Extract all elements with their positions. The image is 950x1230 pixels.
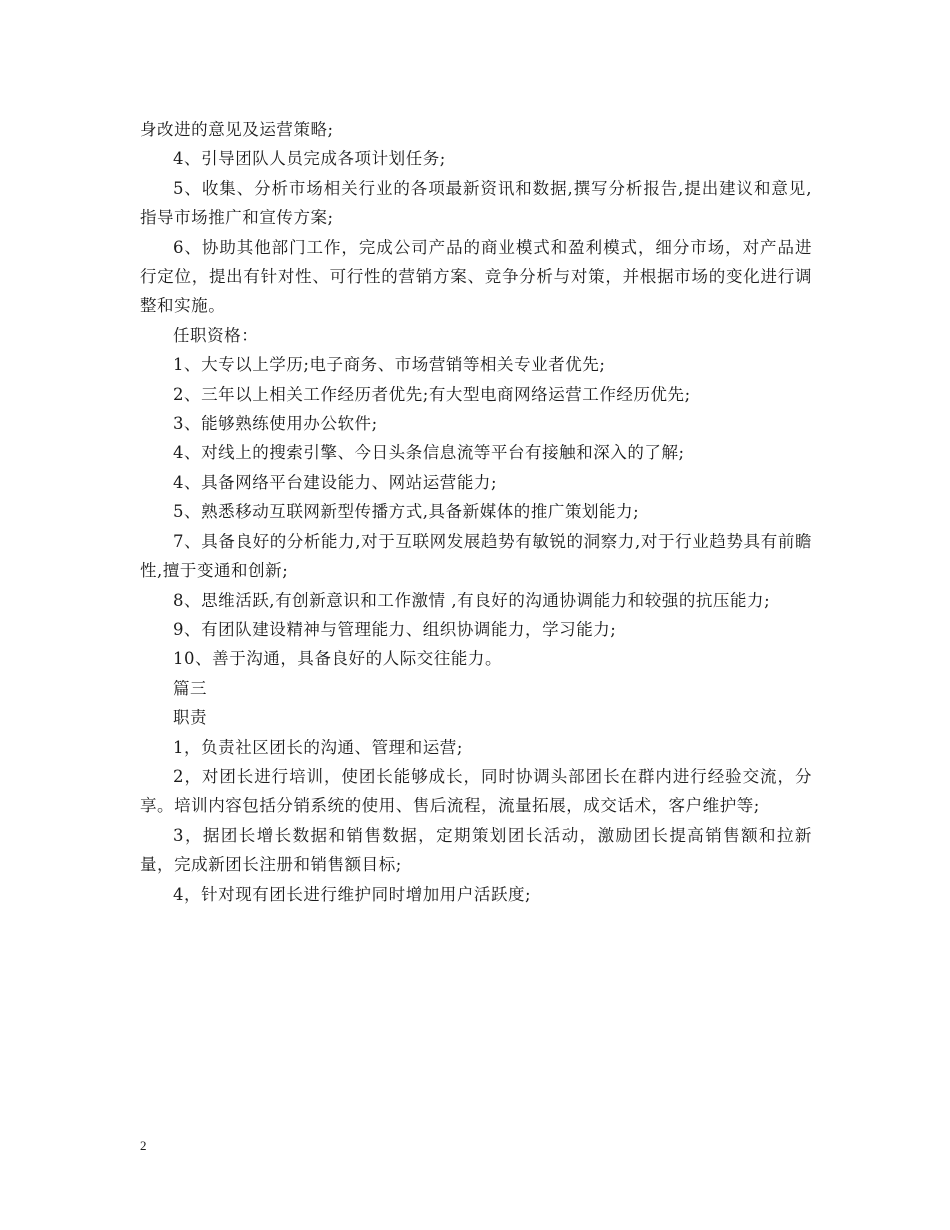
paragraph: 1、大专以上学历;电子商务、市场营销等相关专业者优先;: [173, 355, 606, 375]
paragraph: 7、具备良好的分析能力,对于互联网发展趋势有敏锐的洞察力,对于行业趋势具有前瞻性,擅于变通和创新;: [140, 531, 812, 581]
paragraph: 5、收集、分析市场相关行业的各项最新资讯和数据,撰写分析报告,提出建议和意见,指导市场推广和宣传方案;: [140, 178, 812, 228]
document-body: [140, 115, 812, 909]
paragraph: 2，对团长进行培训，使团长能够成长，同时协调头部团长在群内进行经验交流，分享。培训内容包括分销系统的使用、售后流程，流量拓展，成交话术，客户维护等;: [140, 766, 812, 816]
section-heading-part-three: 篇三: [173, 678, 208, 698]
paragraph: 4、具备网络平台建设能力、网站运营能力;: [173, 472, 498, 492]
paragraph: 9、有团队建设精神与管理能力、组织协调能力，学习能力;: [173, 619, 617, 639]
paragraph: 2、三年以上相关工作经历者优先;有大型电商网络运营工作经历优先;: [173, 384, 691, 404]
paragraph: 1，负责社区团长的沟通、管理和运营;: [173, 737, 463, 757]
section-heading-qualifications: 任职资格：: [173, 325, 259, 345]
paragraph-continuation: 身改进的意见及运营策略;: [140, 120, 334, 139]
paragraph: 3，据团长增长数据和销售数据，定期策划团长活动，激励团长提高销售额和拉新量，完成新团长注册和销售额目标;: [140, 825, 812, 875]
paragraph: 6、协助其他部门工作，完成公司产品的商业模式和盈利模式，细分市场，对产品进行定位，提出有针对性、可行性的营销方案、竞争分析与对策，并根据市场的变化进行调整和实施。: [140, 237, 812, 316]
paragraph: 4、对线上的搜索引擎、今日头条信息流等平台有接触和深入的了解;: [173, 443, 685, 463]
paragraph: 5、熟悉移动互联网新型传播方式,具备新媒体的推广策划能力;: [173, 502, 640, 522]
paragraph: 4，针对现有团长进行维护同时增加用户活跃度;: [173, 884, 532, 904]
paragraph: 3、能够熟练使用办公软件;: [173, 414, 378, 434]
paragraph: 10、善于沟通，具备良好的人际交往能力。: [173, 649, 502, 669]
page-number: 2: [140, 1138, 147, 1153]
paragraph: 8、思维活跃,有创新意识和工作激情 ,有良好的沟通协调能力和较强的抗压能力;: [173, 590, 771, 610]
section-heading-duties: 职责: [173, 708, 208, 728]
paragraph: 4、引导团队人员完成各项计划任务;: [173, 149, 446, 169]
